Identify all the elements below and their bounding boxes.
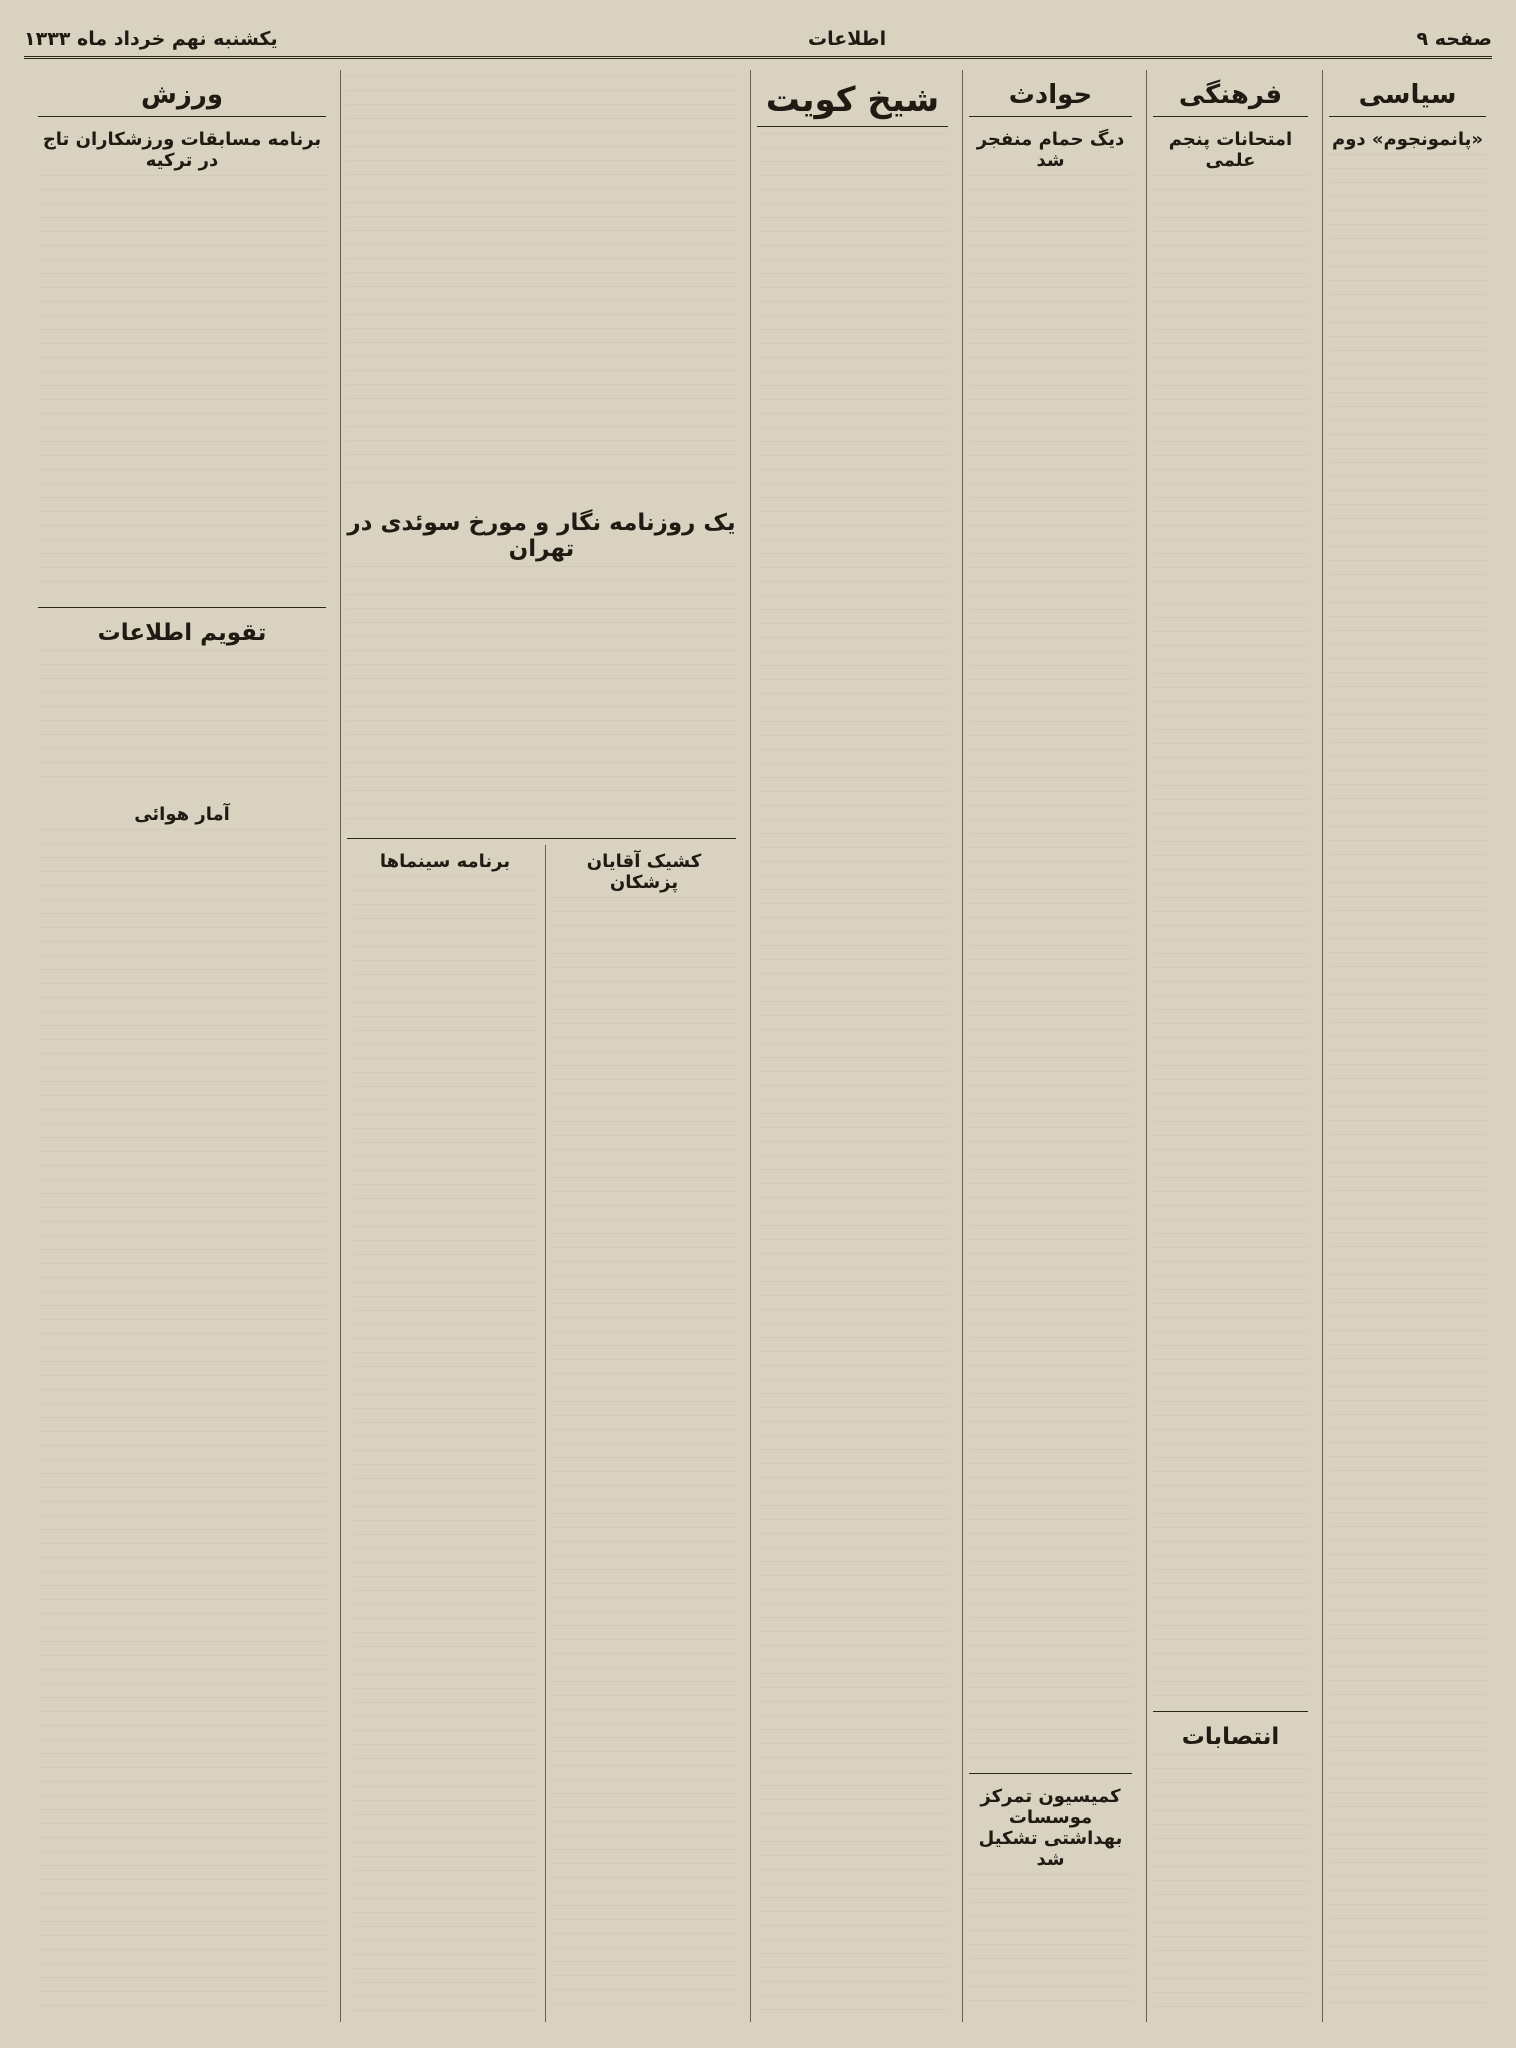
column-mixed <box>340 70 742 2022</box>
divider <box>38 607 326 608</box>
lower-left <box>347 845 537 2022</box>
column-sports <box>32 70 332 2022</box>
headline-health: کمیسیون تمرکز موسسات بهداشتی تشکیل شد <box>978 1786 1123 1870</box>
headline-sports: برنامه مسابقات ورزشکاران تاج در ترکیه <box>42 129 322 171</box>
article-appointments-body <box>1153 1754 1308 2014</box>
article-upper-body <box>347 76 736 496</box>
article-sports-body <box>38 175 326 595</box>
article-pharmacy-body <box>552 897 736 2014</box>
headline-culture: امتحانات پنجم علمی <box>1168 129 1293 171</box>
lower-split <box>347 845 736 2022</box>
section-incidents: حوادث <box>969 76 1132 117</box>
article-kuwait-body <box>757 133 948 2014</box>
headline-journalist: یک روزنامه نگار و مورخ سوئدی در تهران <box>347 510 736 562</box>
headline-calendar: تقویم اطلاعات <box>97 620 267 646</box>
headline-cinema: برنامه سینماها <box>379 851 511 872</box>
article-journalist-body <box>347 566 736 826</box>
article-culture-more <box>1153 603 1308 1699</box>
column-culture <box>1146 70 1314 2022</box>
article-politics-body <box>1329 154 1486 2014</box>
page-header <box>24 22 1492 59</box>
divider <box>1153 1711 1308 1712</box>
column-kuwait <box>750 70 954 2022</box>
issue-date: یکشنبه نهم خرداد ماه ۱۳۳۳ <box>24 28 278 50</box>
paper-name: اطلاعات <box>808 28 887 50</box>
column-politics <box>1322 70 1492 2022</box>
section-politics: سیاسی <box>1329 76 1486 117</box>
article-cinema-body <box>353 876 537 2014</box>
divider <box>347 838 736 839</box>
column-grid <box>24 70 1492 2022</box>
article-incidents-body <box>969 175 1132 1761</box>
headline-appointments: انتصابات <box>1181 1724 1280 1750</box>
headline-politics: «پانمونجوم» دوم <box>1332 129 1483 150</box>
page-number: صفحه ۹ <box>1416 28 1492 50</box>
column-incidents <box>962 70 1138 2022</box>
article-culture-body <box>1153 175 1308 595</box>
article-stats-body <box>38 829 326 2014</box>
headline-incidents: دیگ حمام منفجر شد <box>976 129 1125 171</box>
article-health-body <box>969 1874 1132 2014</box>
lower-right <box>545 845 736 2022</box>
section-culture: فرهنگی <box>1153 76 1308 117</box>
section-kuwait: شیخ کویت <box>757 76 948 127</box>
section-sports: ورزش <box>38 76 326 117</box>
headline-pharmacy: کشیک آقایان پزشکان <box>586 851 702 893</box>
article-calendar-body <box>38 650 326 790</box>
headline-stats: آمار هوائی <box>134 804 230 825</box>
divider <box>969 1773 1132 1774</box>
